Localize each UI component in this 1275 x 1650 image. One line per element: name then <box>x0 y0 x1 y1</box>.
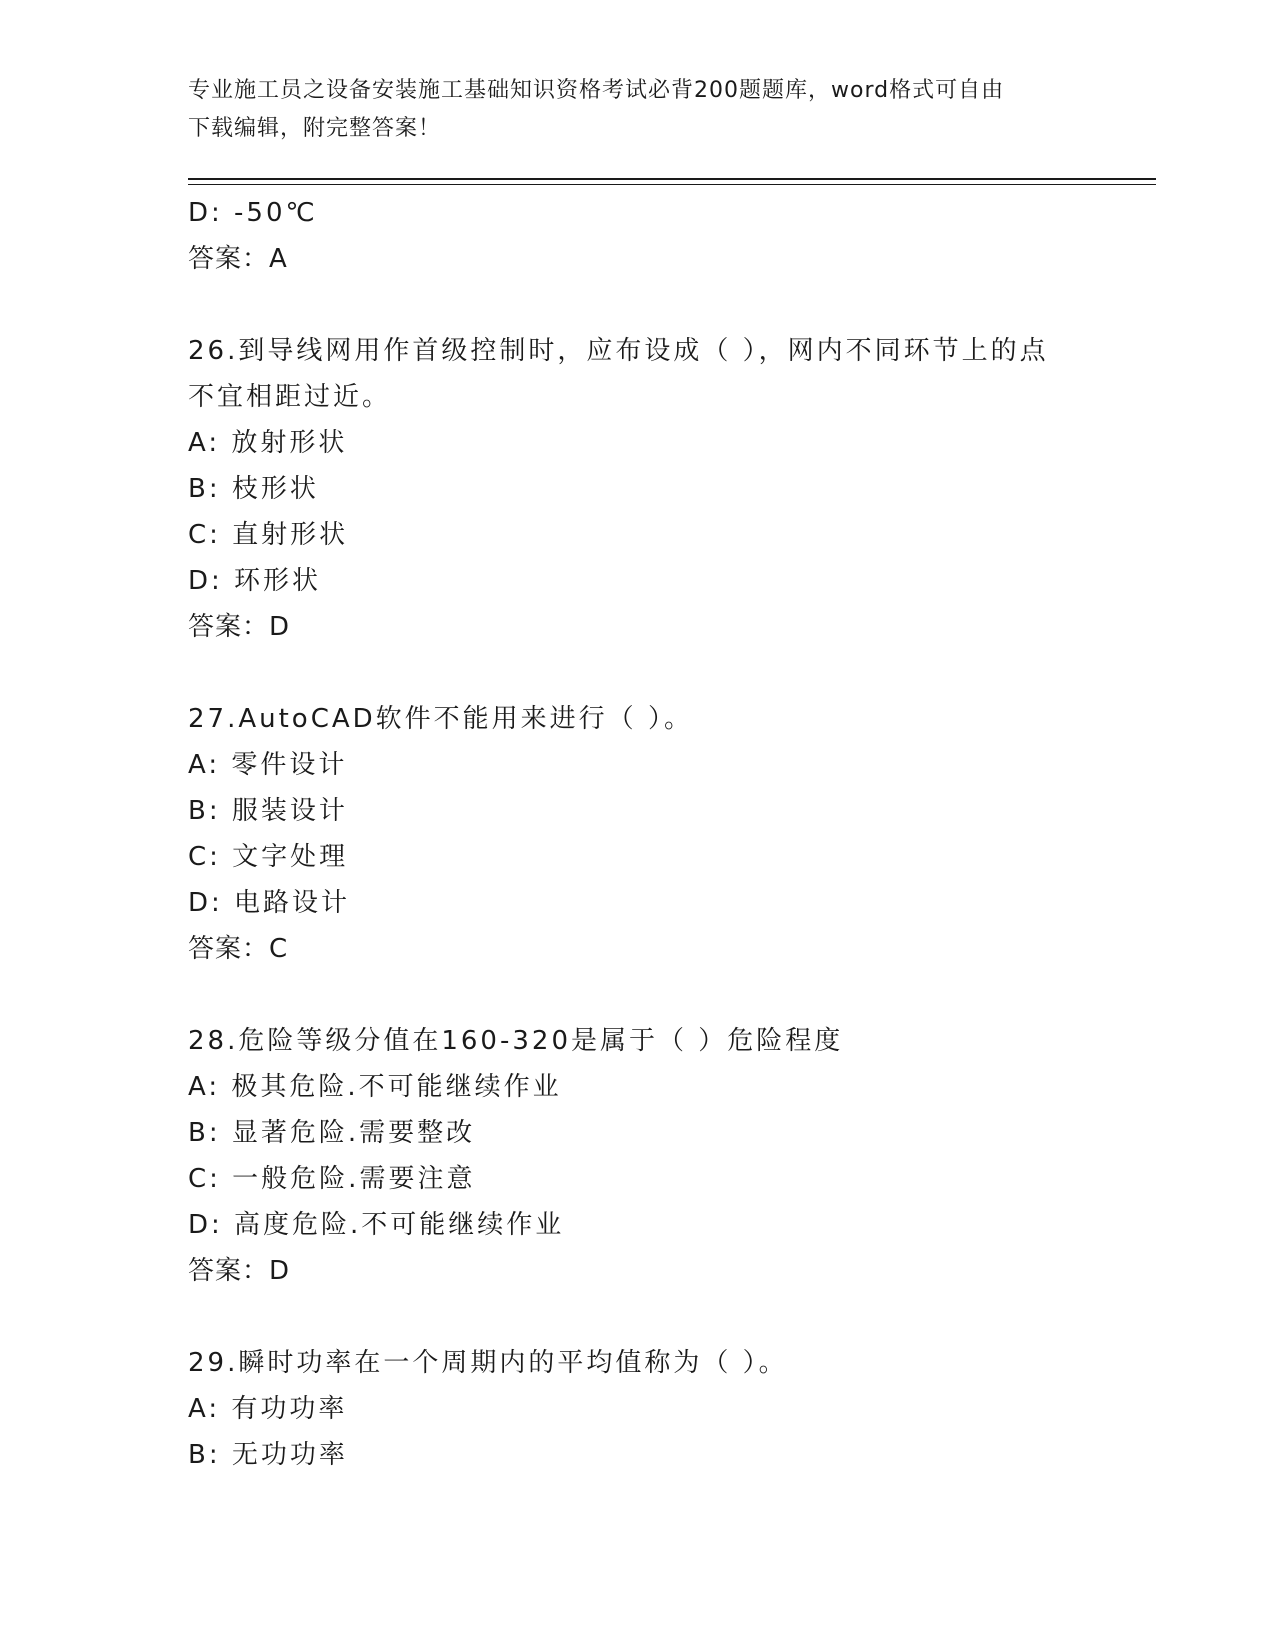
question-text: 29.瞬时功率在一个周期内的平均值称为（ ）。 <box>188 1348 788 1378</box>
question-text: 28.危险等级分值在160-320是属于（ ）危险程度 <box>188 1026 844 1056</box>
header-line-1: 专业施工员之设备安装施工基础知识资格考试必背200题题库，word格式可自由 <box>188 78 1005 103</box>
question-text-continued: 不宜相距过近。 <box>188 382 392 412</box>
header-divider-thin <box>188 184 1156 185</box>
option-d: D: 高度危险.不可能继续作业 <box>188 1210 565 1240</box>
question-text: 27.AutoCAD软件不能用来进行（ ）。 <box>188 704 693 734</box>
option-b: B: 服装设计 <box>188 796 348 826</box>
option-d: D: 电路设计 <box>188 888 351 918</box>
option-d: D: -50℃ <box>188 198 318 228</box>
header-divider-thick <box>188 178 1156 180</box>
option-a: A: 零件设计 <box>188 750 348 780</box>
question-gap <box>188 282 1068 328</box>
question-list <box>188 190 1068 1478</box>
answer-line: 答案：C <box>188 934 289 964</box>
option-a: A: 有功功率 <box>188 1394 348 1424</box>
answer-line: 答案：D <box>188 1256 291 1286</box>
option-b: B: 显著危险.需要整改 <box>188 1118 476 1148</box>
option-d: D: 环形状 <box>188 566 322 596</box>
answer-line: 答案：A <box>188 244 288 274</box>
option-c: C: 直射形状 <box>188 520 349 550</box>
question-gap <box>188 650 1068 696</box>
document-header <box>188 72 1068 148</box>
question-26 <box>188 328 1068 650</box>
previous-question-tail <box>188 190 1068 282</box>
question-29 <box>188 1340 1068 1478</box>
question-gap <box>188 1294 1068 1340</box>
answer-line: 答案：D <box>188 612 291 642</box>
question-gap <box>188 972 1068 1018</box>
option-a: A: 极其危险.不可能继续作业 <box>188 1072 562 1102</box>
question-text: 26.到导线网用作首级控制时，应布设成（ ），网内不同环节上的点 <box>188 336 1049 366</box>
option-c: C: 一般危险.需要注意 <box>188 1164 476 1194</box>
question-27 <box>188 696 1068 972</box>
option-a: A: 放射形状 <box>188 428 348 458</box>
question-28 <box>188 1018 1068 1294</box>
option-b: B: 无功功率 <box>188 1440 348 1470</box>
option-c: C: 文字处理 <box>188 842 349 872</box>
header-line-2: 下载编辑，附完整答案！ <box>188 116 442 141</box>
option-b: B: 枝形状 <box>188 474 319 504</box>
